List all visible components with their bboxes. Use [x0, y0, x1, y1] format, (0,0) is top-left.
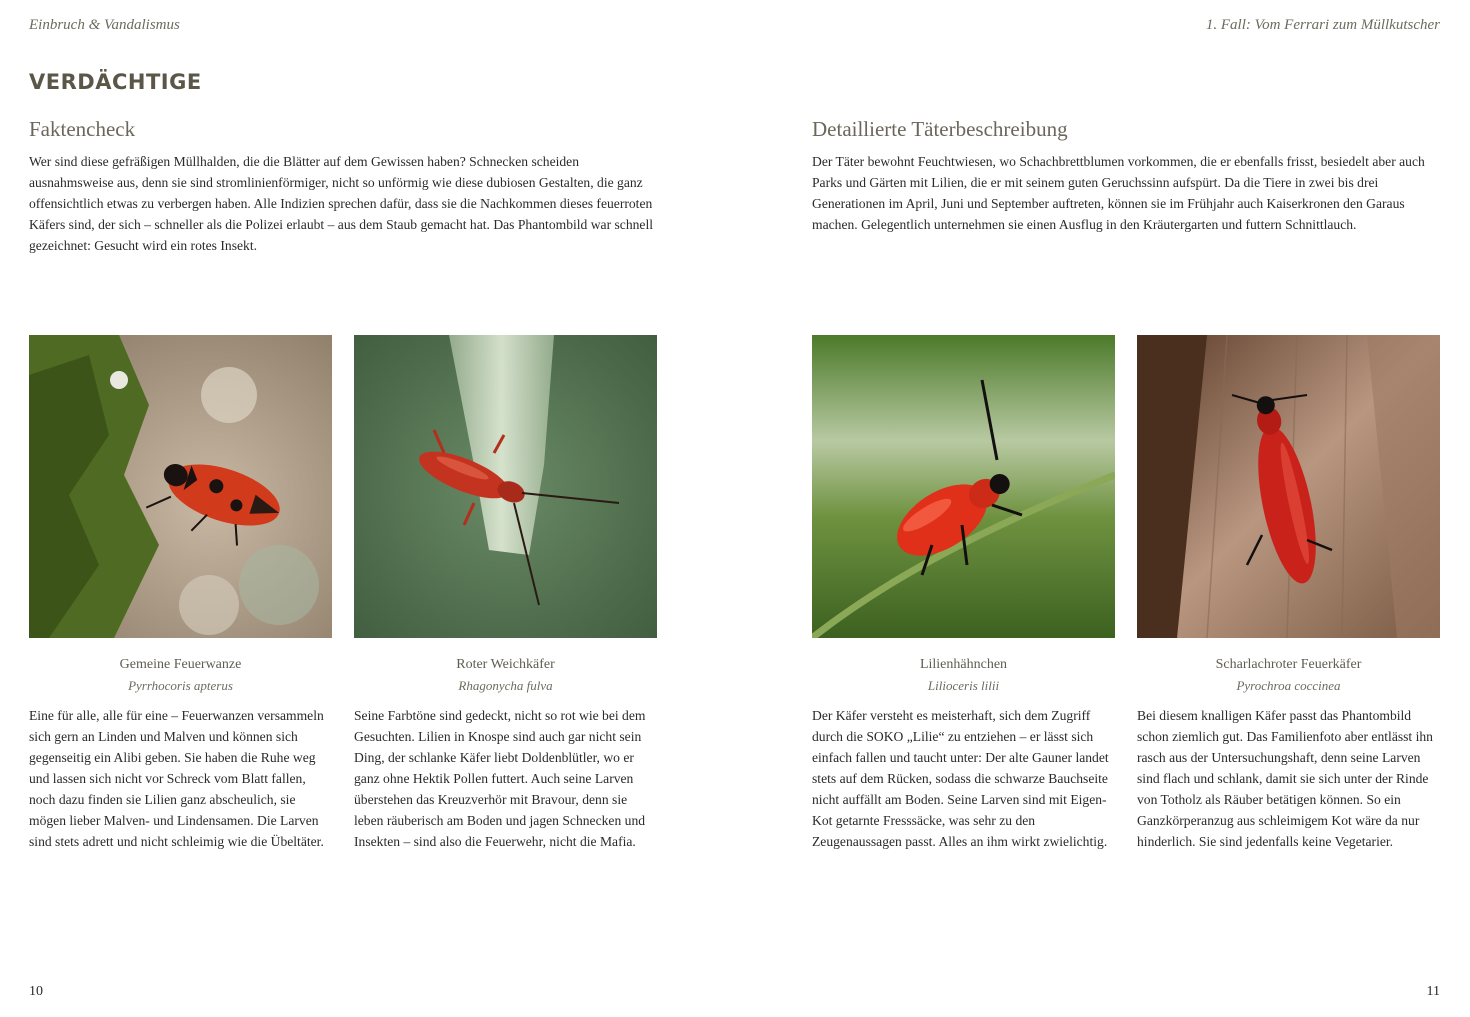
species-latin-name: Rhagonycha fulva [458, 678, 553, 693]
taeterbeschreibung-heading: Detaillierte Täterbeschreibung [812, 117, 1068, 141]
species-card-feuerwanze [29, 335, 332, 852]
species-latin-name: Pyrrhocoris apterus [128, 678, 233, 693]
species-description: Eine für alle, alle für eine – Feuerwanzen versammeln sich gern an Linden und Malven und können sich gegenseitig ein Alibi geben. Sie haben die Ruhe weg und lassen sich nicht vor Schreck vom Blatt fallen, noch dazu finden sie Lilien ganz abscheulich, sie mögen lieber Malven- und Lindensamen. Die Larven sind stets adrett und nicht schleimig wie die Übeltäter. [29, 708, 324, 849]
species-card-lilienhaehnchen [812, 335, 1115, 852]
species-name: Roter Weichkäfer [456, 657, 555, 672]
species-description: Der Käfer versteht es meisterhaft, sich dem Zugriff durch die SOKO „Lilie“ zu entziehen – er lässt sich einfach fallen und taucht unter: Der alte Gauner landet stets auf dem Rücken, sodass die schwarze Bauchseite nicht auffällt am Boden. Seine Larven sind mit Eigen-Kot getarnte Fresssäcke, was sehr zu den Zeugenaussagen passt. Alles an ihm wirkt zwielichtig. [812, 708, 1109, 849]
species-description: Seine Farbtöne sind gedeckt, nicht so rot wie bei dem Gesuchten. Lilien in Knospe sind auch gar nicht sein Ding, der schlanke Käfer liebt Doldenblütler, wo er ganz ohne Hektik Pollen futtert. Auch seine Larven überstehen das Kreuzverhör mit Bravour, denn sie leben räuberisch am Boden und jagen Schnecken und Insekten – sind also die Feuerwehr, nicht die Mafia. [354, 708, 646, 849]
species-name: Scharlachroter Feuerkäfer [1215, 657, 1362, 672]
species-card-feuerkaefer [1137, 335, 1440, 852]
feuerwanze-photo [29, 335, 332, 638]
running-head-right: 1. Fall: Vom Ferrari zum Müllkutscher [1205, 17, 1440, 33]
faktencheck-heading: Faktencheck [29, 117, 136, 141]
species-name: Lilienhähnchen [919, 657, 1008, 672]
lilienhaehnchen-photo [812, 335, 1115, 638]
species-card-weichkaefer [354, 335, 657, 852]
faktencheck-text: Wer sind diese gefräßigen Müllhalden, die die Blätter auf dem Gewissen haben? Schnecken scheiden ausnahmsweise aus, denn sie sind stromlinienförmiger, nicht so unförmig wie diese dubiosen Gestalten, die ganz offensichtlich etwas zu verbergen haben. Alle Indizien sprechen dafür, dass sie die Nachkommen dieses feuerroten Käfers sind, der sich – schneller als die Polizei erlaubt – aus dem Staub gemacht hat. Das Phantombild war schnell gezeichnet: Gesucht wird ein rotes Insekt. [29, 154, 654, 253]
species-latin-name: Pyrochroa coccinea [1236, 678, 1341, 693]
feuerkaefer-photo [1137, 335, 1440, 638]
species-description: Bei diesem knalligen Käfer passt das Phantombild schon ziemlich gut. Das Familienfoto aber entlässt ihn rasch aus der Untersuchungshaft, denn seine Larven sind flach und schlank, damit sie sich unter der Rinde von Totholz als Räuber betätigen können. So ein Ganzkörperanzug aus schleimigem Kot wäre da nur hinderlich. Sie sind jedenfalls keine Vegetarier. [1137, 708, 1433, 849]
running-head-left: Einbruch & Vandalismus [29, 17, 180, 33]
page-number-left: 10 [29, 984, 43, 999]
species-latin-name: Lilioceris lilii [927, 678, 1000, 693]
species-name: Gemeine Feuerwanze [119, 657, 242, 672]
section-title: VERDÄCHTIGE [29, 70, 202, 94]
page-number-right: 11 [1426, 984, 1440, 999]
weichkaefer-photo [354, 335, 657, 638]
taeterbeschreibung-text: Der Täter bewohnt Feuchtwiesen, wo Schachbrettblumen vorkommen, die er ebenfalls frisst, besiedelt aber auch Parks und Gärten mit Lilien, die er mit seinem guten Geruchssinn aufspürt. Da die Tiere in zwei bis drei Generationen im April, Juni und September auftreten, können sie im Frühjahr auch Kaiserkronen den Garaus machen. Gelegentlich unternehmen sie einen Ausflug in den Kräutergarten und futtern Schnittlauch. [812, 154, 1425, 232]
